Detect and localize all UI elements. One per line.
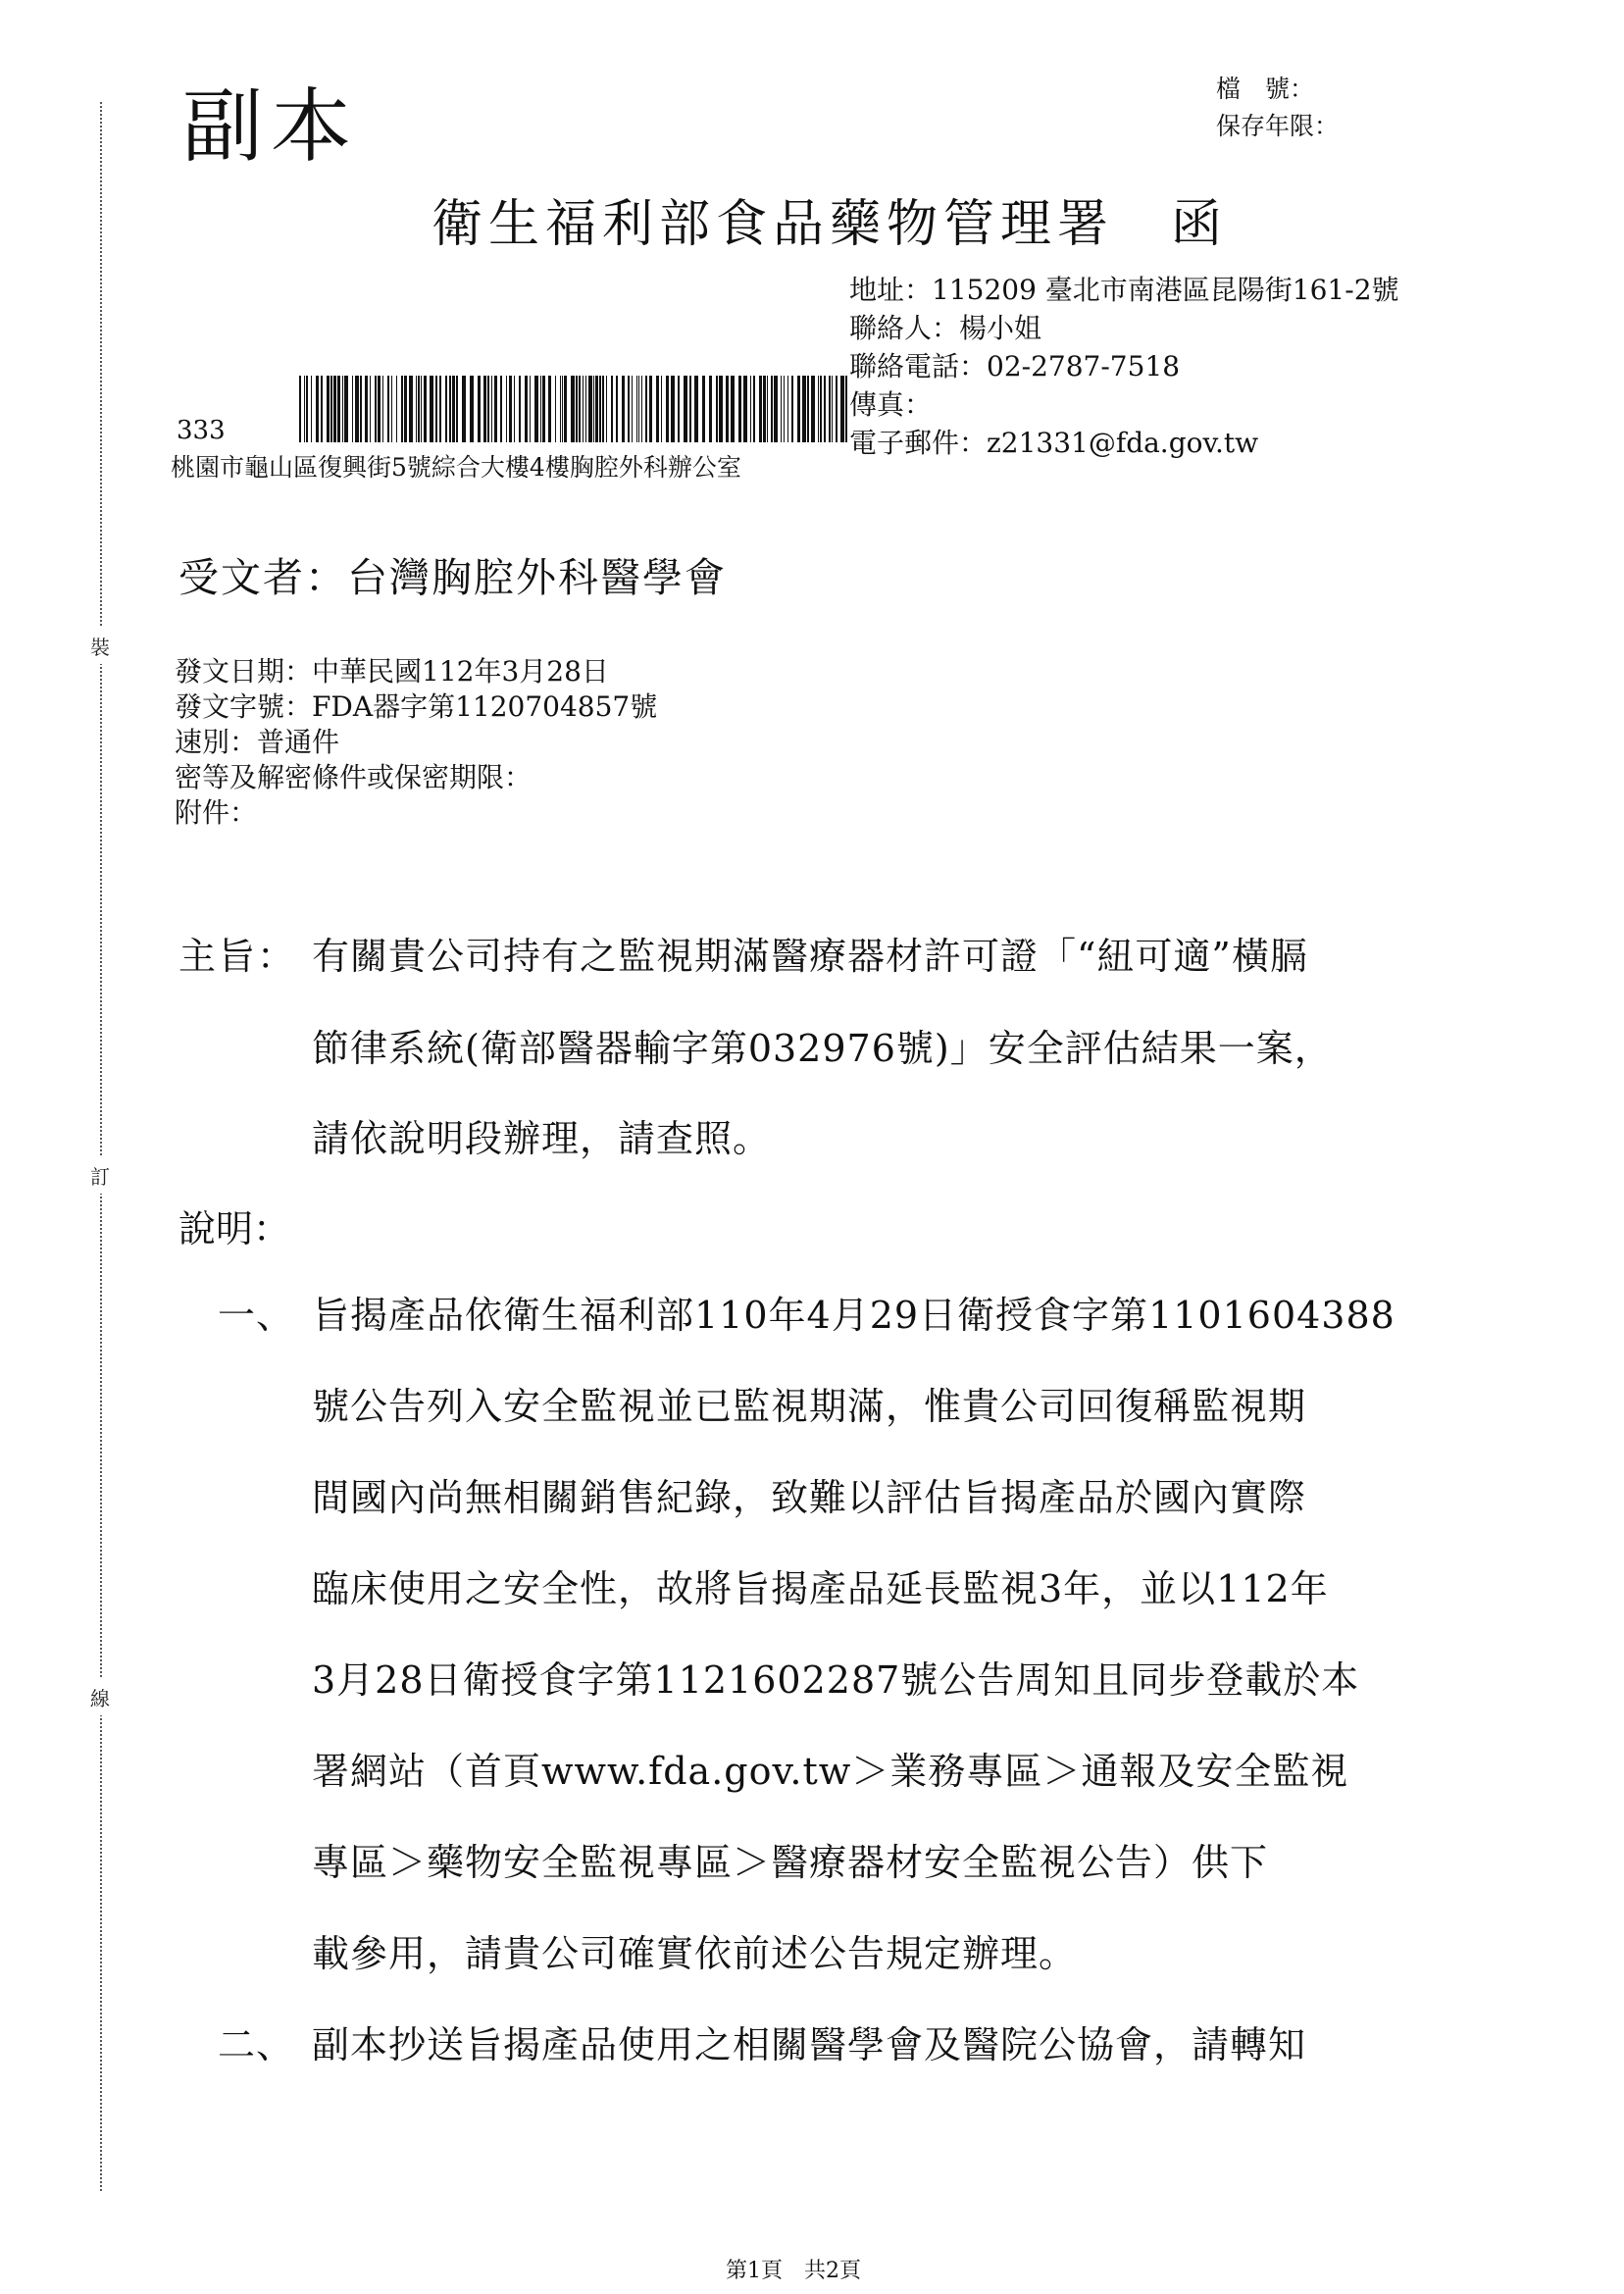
binding-mark-zhuang: 裝: [90, 628, 110, 664]
retention-period-label: 保存年限：: [1216, 112, 1340, 140]
binding-dotted-line: [100, 102, 102, 2191]
sender-info: [849, 271, 1399, 462]
sender-email: 電子郵件：z21331@fda.gov.tw: [849, 427, 1259, 459]
item-marker: 二、: [218, 2023, 295, 2066]
mailing-address: 桃園市龜山區復興街5號綜合大樓4樓胸腔外科辦公室: [171, 453, 741, 482]
sender-phone: 聯絡電話：02-2787-7518: [849, 350, 1181, 382]
explanation-line: 載參用，請貴公司確實依前述公告規定辦理。: [312, 1932, 1078, 1975]
explanation-line: 署網站（首頁www.fda.gov.tw＞業務專區＞通報及安全監視: [312, 1750, 1349, 1793]
security-level: 密等及解密條件或保密期限：: [175, 761, 533, 793]
sender-contact: 聯絡人：楊小姐: [849, 312, 1042, 344]
explanation-line: 號公告列入安全監視並已監視期滿，惟貴公司回復稱監視期: [312, 1385, 1307, 1428]
explanation-line: 副本抄送旨揭產品使用之相關醫學會及醫院公協會，請轉知: [312, 2023, 1307, 2066]
explanation-line: 3月28日衛授食字第1121602287號公告周知且同步登載於本: [312, 1658, 1360, 1702]
explanation-line: 臨床使用之安全性，故將旨揭產品延長監視3年，並以112年: [312, 1567, 1329, 1610]
subject-label: 主旨：: [178, 935, 297, 978]
attachments: 附件：: [175, 796, 258, 829]
mailing-zip: 333: [177, 416, 226, 445]
barcode-image: [297, 376, 850, 442]
archive-number-label: 檔 號：: [1216, 75, 1315, 103]
document-number: 發文字號：FDA器字第1120704857號: [175, 690, 658, 723]
explanation-line: 專區＞藥物安全監視專區＞醫療器材安全監視公告）供下: [312, 1841, 1269, 1884]
explanation-line: 旨揭產品依衛生福利部110年4月29日衛授食字第1101604388: [312, 1294, 1396, 1337]
subject-line: 節律系統(衛部醫器輸字第032976號)」安全評估結果一案，: [312, 1027, 1333, 1070]
copy-mark: 副本: [182, 80, 360, 174]
explanation-label: 說明：: [178, 1207, 291, 1250]
archive-info: [1216, 71, 1339, 145]
recipient: 受文者：台灣胸腔外科醫學會: [178, 554, 727, 601]
document-meta: [175, 654, 657, 831]
item-marker: 一、: [218, 1294, 295, 1337]
issue-date: 發文日期：中華民國112年3月28日: [175, 655, 609, 688]
document-title: 衛生福利部食品藥物管理署 函: [431, 195, 1229, 254]
sender-address: 地址：115209 臺北市南港區昆陽街161-2號: [849, 274, 1399, 306]
subject-line: 請依說明段辦理，請查照。: [312, 1117, 772, 1160]
sender-fax: 傳真：: [849, 388, 933, 421]
binding-mark-ding: 訂: [90, 1157, 110, 1194]
page-footer: 第1頁 共2頁: [726, 2259, 861, 2283]
binding-mark-xian: 線: [90, 1679, 110, 1715]
subject-line: 有關貴公司持有之監視期滿醫療器材許可證「“紐可適”橫膈: [312, 935, 1308, 978]
explanation-line: 間國內尚無相關銷售紀錄，致難以評估旨揭產品於國內實際: [312, 1476, 1307, 1519]
delivery-speed: 速別：普通件: [175, 726, 340, 758]
